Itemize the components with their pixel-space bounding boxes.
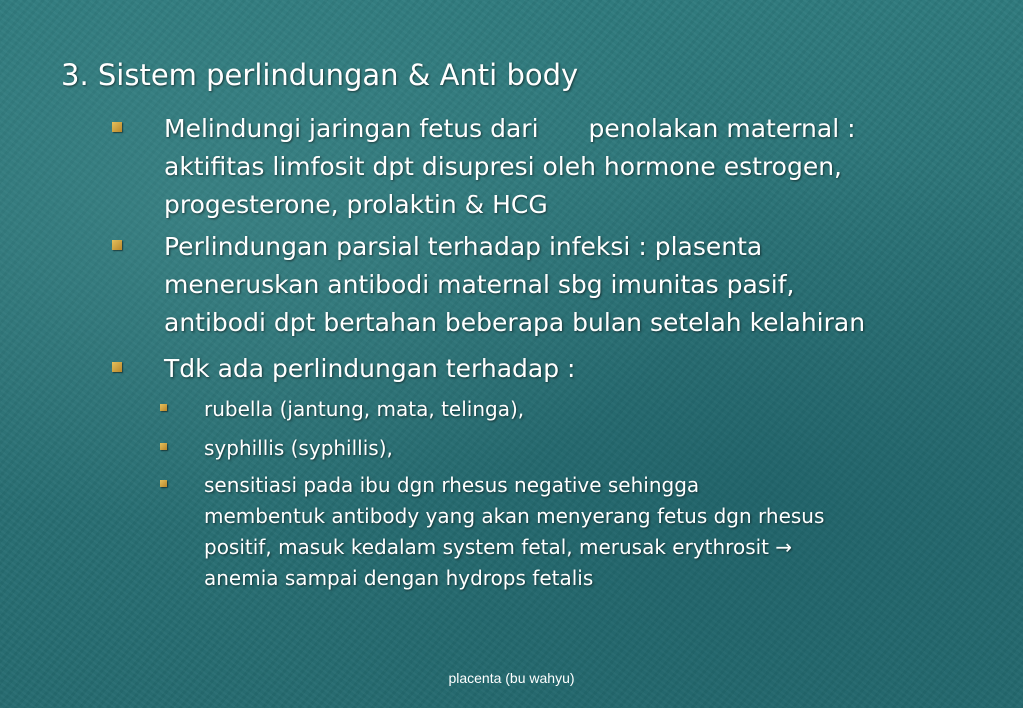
bullet-text-line: meneruskan antibodi maternal sbg imunitas pasif, (164, 270, 795, 299)
bullet-text (164, 350, 964, 388)
sub-bullet-text-line: membentuk antibody yang akan menyerang fetus dgn rhesus (204, 504, 825, 528)
bullet-text (164, 228, 964, 342)
bullet-text-line: aktifitas limfosit dpt disupresi oleh hormone estrogen, (164, 152, 843, 181)
sub-bullet-text-line: syphillis (syphillis), (204, 436, 393, 460)
sub-bullet-text (204, 433, 964, 464)
slide-footer: placenta (bu wahyu) (448, 670, 575, 686)
sub-bullet-text (204, 394, 964, 425)
bullet-text-line: antibodi dpt bertahan beberapa bulan setelah kelahiran (164, 308, 866, 337)
small-square-bullet-icon (160, 404, 167, 411)
sub-bullet-text-line: anemia sampai dengan hydrops fetalis (204, 566, 594, 590)
bullet-text-line: Tdk ada perlindungan terhadap : (164, 354, 576, 383)
square-bullet-icon (112, 122, 122, 132)
bullet-text-line: Melindungi jaringan fetus dari (164, 114, 539, 143)
bullet-text-line: penolakan maternal : (588, 114, 856, 143)
square-bullet-icon (112, 240, 122, 250)
sub-bullet-text (204, 470, 964, 594)
small-square-bullet-icon (160, 443, 167, 450)
sub-bullet-text-line: sensitiasi pada ibu dgn rhesus negative sehingga (204, 473, 700, 497)
bullet-text (164, 110, 964, 224)
sub-bullet-text-line: positif, masuk kedalam system fetal, merusak erythrosit → (204, 535, 793, 559)
square-bullet-icon (112, 362, 122, 372)
slide-title: 3. Sistem perlindungan & Anti body (61, 58, 579, 92)
small-square-bullet-icon (160, 480, 167, 487)
sub-bullet-text-line: rubella (jantung, mata, telinga), (204, 397, 525, 421)
bullet-text-line: progesterone, prolaktin & HCG (164, 190, 548, 219)
bullet-text-line: Perlindungan parsial terhadap infeksi : plasenta (164, 232, 763, 261)
